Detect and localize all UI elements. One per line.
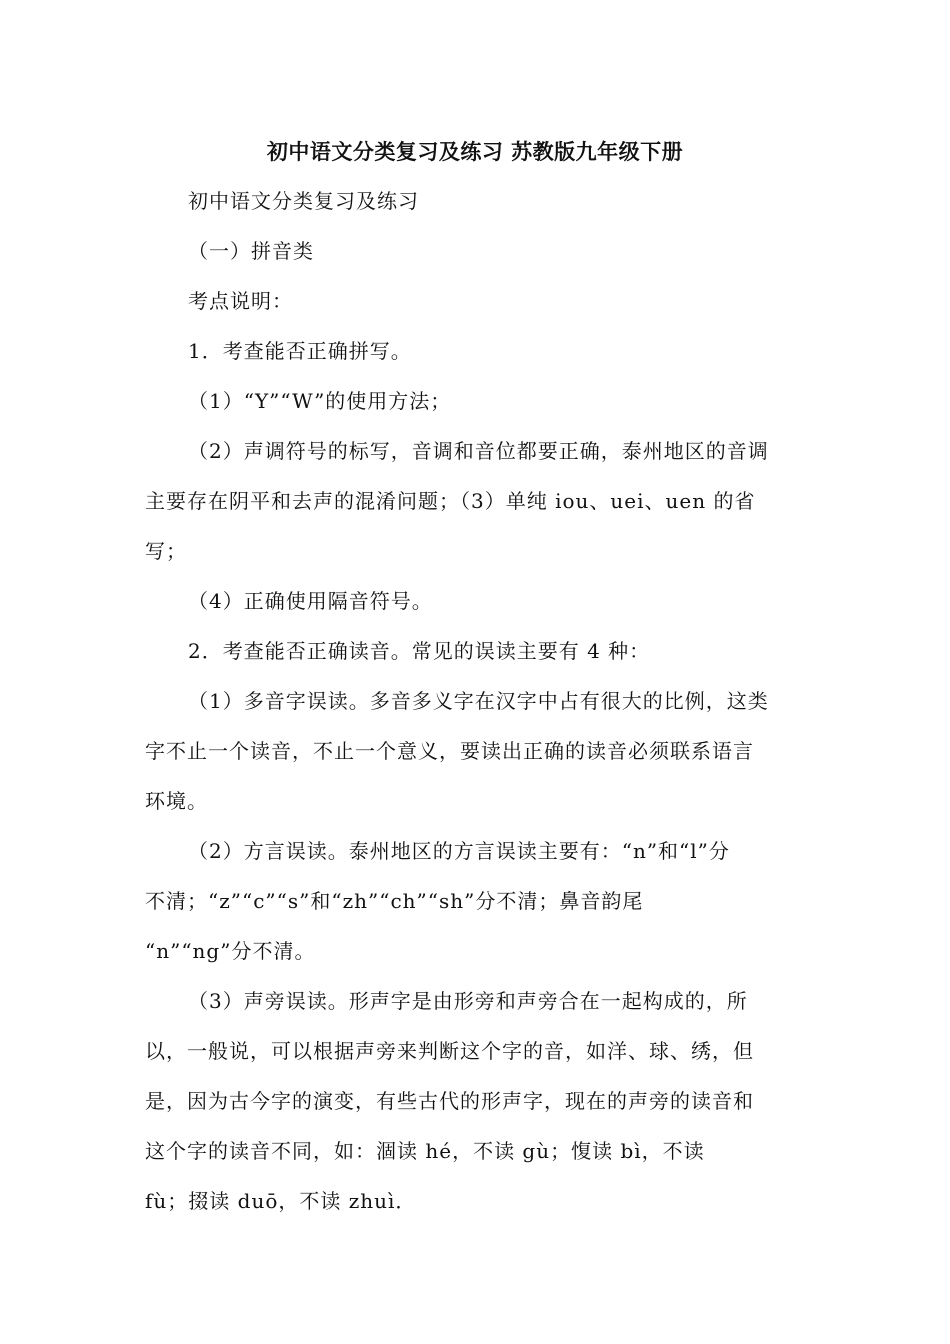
text-line: 不清；“z”“c”“s”和“zh”“ch”“sh”分不清；鼻音韵尾 (145, 889, 644, 913)
section-heading: （一）拼音类 (188, 239, 314, 263)
text-line: 2．考查能否正确读音。常见的误读主要有 4 种： (188, 639, 651, 663)
text-line: 字不止一个读音，不止一个意义，要读出正确的读音必须联系语言 (145, 739, 754, 763)
text-line: “n”“ng”分不清。 (145, 939, 316, 963)
text-line: 1．考查能否正确拼写。 (188, 339, 412, 363)
text-line: 以，一般说，可以根据声旁来判断这个字的音，如洋、球、绣，但 (145, 1039, 754, 1063)
document-title: 初中语文分类复习及练习 苏教版九年级下册 (266, 140, 684, 164)
text-line: 写； (145, 539, 187, 563)
subtitle-line: 初中语文分类复习及练习 (188, 189, 419, 213)
text-line: fù；掇读 duō，不读 zhuì． (145, 1189, 417, 1213)
text-line: （2）声调符号的标写，音调和音位都要正确，泰州地区的音调 (188, 439, 769, 463)
text-line: 考点说明： (188, 289, 293, 313)
text-line: （4）正确使用隔音符号。 (188, 589, 433, 613)
text-line: 是，因为古今字的演变，有些古代的形声字，现在的声旁的读音和 (145, 1089, 754, 1113)
text-line: 环境。 (145, 789, 208, 813)
text-line: （3）声旁误读。形声字是由形旁和声旁合在一起构成的，所 (188, 989, 748, 1013)
text-line: （1）多音字误读。多音多义字在汉字中占有很大的比例，这类 (188, 689, 769, 713)
text-line: （2）方言误读。泰州地区的方言误读主要有：“n”和“l”分 (188, 839, 730, 863)
text-line: 这个字的读音不同，如：涸读 hé，不读 gù；愎读 bì，不读 (145, 1139, 705, 1163)
text-line: （1）“Y”“W”的使用方法； (188, 389, 452, 413)
text-line: 主要存在阴平和去声的混淆问题；（3）单纯 iou、uei、uen 的省 (145, 489, 756, 513)
